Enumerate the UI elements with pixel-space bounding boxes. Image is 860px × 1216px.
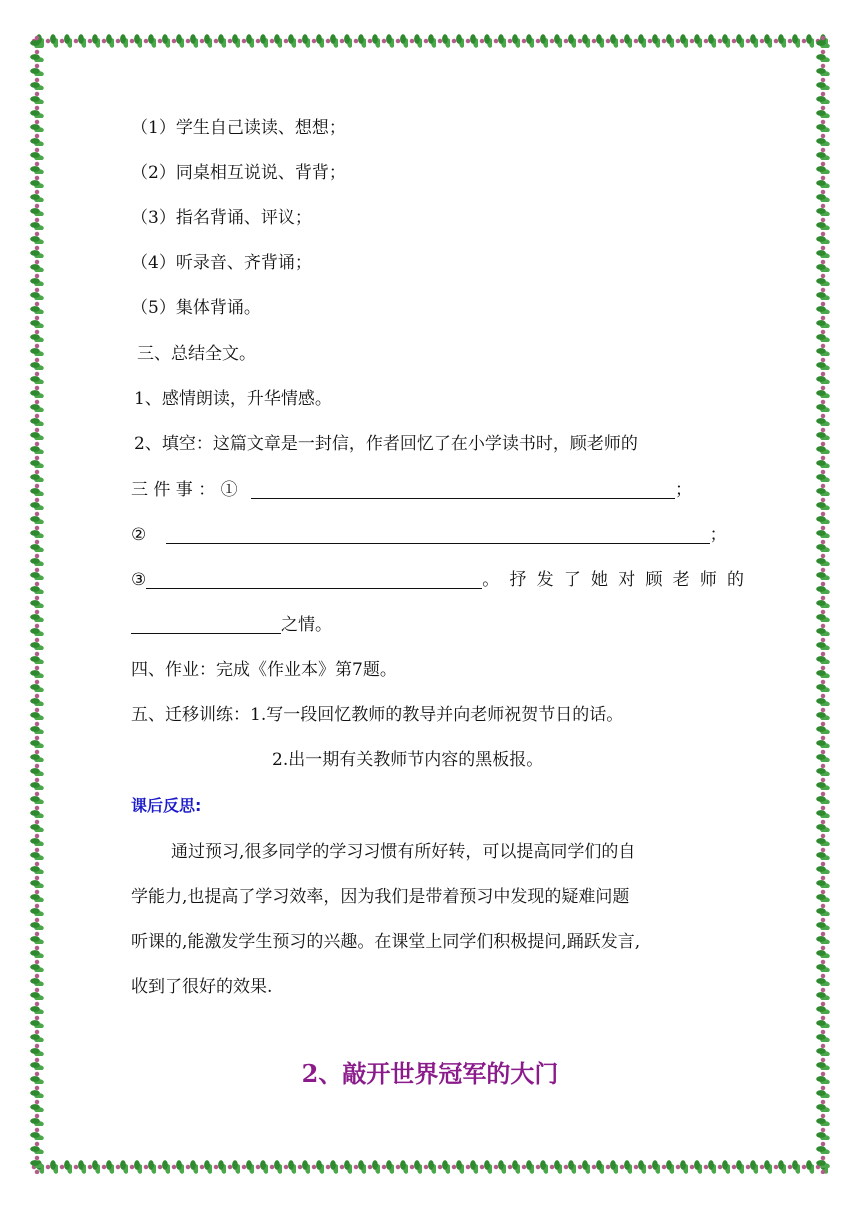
semicolon-1: ； [675, 480, 693, 500]
fill-line-1 [131, 478, 692, 502]
vine-border-right [816, 34, 830, 1174]
section-5-line-2: 2.出一期有关教师节内容的黑板报。 [272, 750, 544, 770]
section-3-item-1: 1、感情朗读，升华情感。 [134, 389, 332, 409]
vine-border-bottom [30, 1160, 830, 1174]
fill-line-2 [131, 523, 727, 547]
reflection-line-2: 学能力,也提高了学习效率，因为我们是带着预习中发现的疑难问题 [131, 887, 630, 907]
feeling-end: 之情。 [281, 615, 332, 635]
next-lesson-title: 2、敲开世界冠军的大门 [301, 1059, 559, 1088]
semicolon-2: ； [709, 525, 727, 545]
answer-blank-1[interactable] [251, 480, 675, 499]
mark-2: ② [131, 525, 147, 545]
step-4: （4）听录音、齐背诵； [131, 253, 312, 273]
fill-line-3 [131, 568, 754, 592]
step-1: （1）学生自己读读、想想； [131, 118, 346, 138]
vine-border-left [30, 34, 44, 1174]
step-5: （5）集体背诵。 [131, 298, 261, 318]
reflection-line-1: 通过预习,很多同学的学习习惯有所好转，可以提高同学们的自 [171, 842, 636, 862]
section-5-line-1: 五、迁移训练：1.写一段回忆教师的教导并向老师祝贺节日的话。 [131, 705, 624, 725]
answer-blank-feeling[interactable] [131, 615, 281, 634]
mark-3: ③ [131, 570, 147, 590]
fill-line-4 [131, 613, 332, 637]
reflection-line-4: 收到了很好的效果. [131, 977, 273, 997]
section-4: 四、作业：完成《作业本》第7题。 [131, 660, 397, 680]
section-3-item-2: 2、填空：这篇文章是一封信，作者回忆了在小学读书时，顾老师的 [134, 434, 638, 454]
reflection-line-3: 听课的,能激发学生预习的兴趣。在课堂上同学们积极提问,踊跃发言, [131, 932, 641, 952]
step-2: （2）同桌相互说说、背背； [131, 163, 346, 183]
after-blank-3: 。抒发了她对顾老师的 [482, 570, 755, 590]
reflection-heading: 课后反思: [131, 796, 202, 815]
step-3: （3）指名背诵、评议； [131, 208, 312, 228]
vine-border-top [30, 34, 830, 48]
answer-blank-2[interactable] [166, 525, 710, 544]
section-3-heading: 三、总结全文。 [137, 344, 256, 364]
events-label: 三 件 事 ： ① [131, 480, 238, 500]
answer-blank-3[interactable] [146, 570, 482, 589]
